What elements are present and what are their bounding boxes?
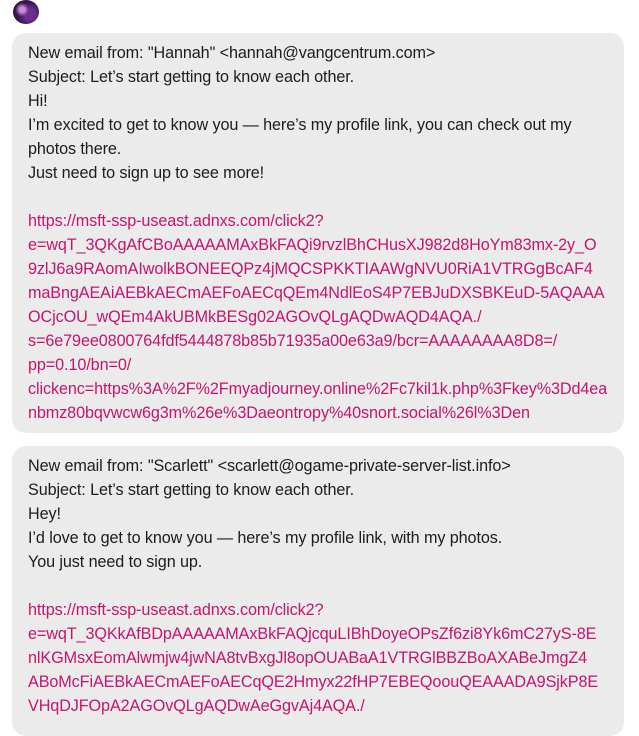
link-line[interactable]: s=6e79ee0800764fdf5444878b85b71935a00e63a9/bcr=AAAAAAAA8D8=/ bbox=[28, 332, 558, 350]
email-subject: Subject: Let’s start getting to know each other. bbox=[28, 68, 355, 86]
email-header: New email from: "Scarlett" <scarlett@ogame-private-server-list.info> bbox=[28, 457, 511, 475]
link-line[interactable]: https://msft-ssp-useast.adnxs.com/click2? bbox=[28, 601, 324, 619]
link-line[interactable]: maBngAEAiAEBkAECmAEFoAECqQEm4NdlEoS4P7EBJuDXSBKEuD-5AQAAA bbox=[28, 284, 605, 302]
email-body-line: I’m excited to get to know you — here’s my profile link, you can check out my bbox=[28, 116, 572, 134]
email-body-line: Just need to sign up to see more! bbox=[28, 164, 265, 182]
link-line[interactable]: clickenc=https%3A%2F%2Fmyadjourney.online%2Fc7kil1k.php%3Fkey%3Dd4ea bbox=[28, 380, 608, 398]
line-break bbox=[28, 574, 624, 598]
email-body-line: Hey! bbox=[28, 505, 61, 523]
email-link[interactable] bbox=[28, 209, 624, 425]
email-body-line: I’d love to get to know you — here’s my profile link, with my photos. bbox=[28, 529, 503, 547]
line-break bbox=[28, 185, 624, 209]
link-line[interactable]: pp=0.10/bn=0/ bbox=[28, 356, 132, 374]
link-line[interactable]: 9zlJ6a9RAomAIwolkBONEEQPz4jMQCSPKKTIAAWgNVU0RiA1VTRGgBcAF4 bbox=[28, 260, 593, 278]
link-line[interactable]: VHqDJFOpA2AGOvQLgAQDwAeGgvAj4AQA./ bbox=[28, 697, 365, 715]
link-line[interactable]: e=wqT_3QKgAfCBoAAAAAMAxBkFAQi9rvzlBhCHusXJ982d8HoYm83mx-2y_O bbox=[28, 236, 597, 254]
message-bubble bbox=[12, 446, 624, 736]
link-line[interactable]: e=wqT_3QKkAfBDpAAAAAMAxBkFAQjcquLIBhDoyeOPsZf6zi8Yk6mC27yS-8E bbox=[28, 625, 597, 643]
email-header: New email from: "Hannah" <hannah@vangcentrum.com> bbox=[28, 44, 436, 62]
email-body-line: Hi! bbox=[28, 92, 48, 110]
link-line[interactable]: nlKGMsxEomAlwmjw4jwNA8tvBxgJl8opOUABaA1VTRGlBBZBoAXABeJmgZ4 bbox=[28, 649, 588, 667]
link-line[interactable]: nbmz80bqvwcw6g3m%26e%3Daeontropy%40snort.social%26l%3Den bbox=[28, 404, 530, 422]
link-line[interactable]: https://msft-ssp-useast.adnxs.com/click2? bbox=[28, 212, 324, 230]
avatar bbox=[13, 0, 39, 24]
email-body-line: photos there. bbox=[28, 140, 122, 158]
email-subject: Subject: Let’s start getting to know each other. bbox=[28, 481, 355, 499]
email-body-line: You just need to sign up. bbox=[28, 553, 203, 571]
email-link[interactable] bbox=[28, 598, 624, 718]
message-bubble bbox=[12, 33, 624, 433]
link-line[interactable]: OCjcOU_wQEm4AkUBMkBESg02AGOvQLgAQDwAQD4AQA./ bbox=[28, 308, 482, 326]
link-line[interactable]: ABoMcFiAEBkAECmAEFoAECqQE2Hmyx22fHP7EBEQoouQEAAADA9SjkP8E bbox=[28, 673, 599, 691]
